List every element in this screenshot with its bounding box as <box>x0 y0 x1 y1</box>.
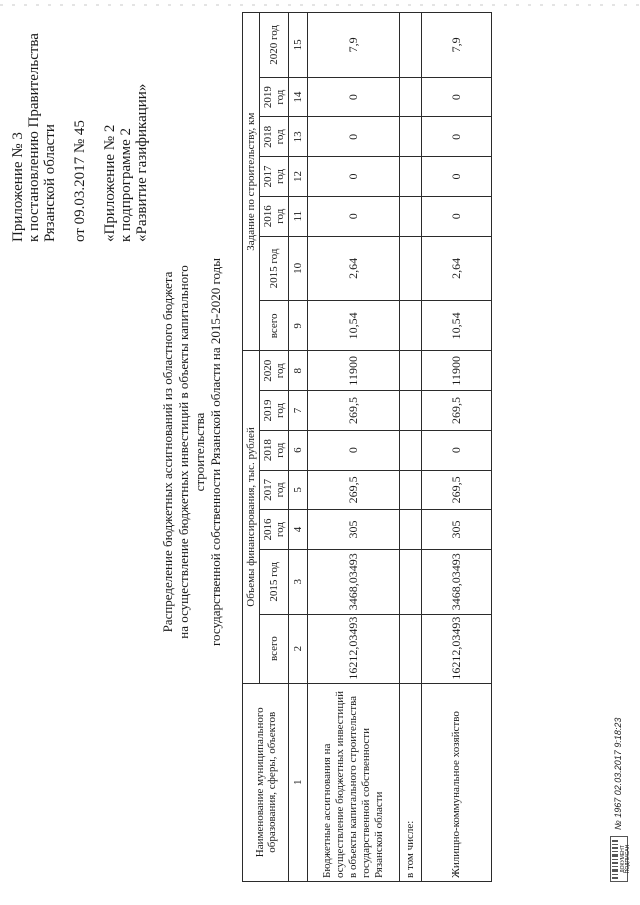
task-2019: 0 <box>422 77 492 117</box>
title-line: на осуществление бюджетных инвестиций в объекты капитального строительства <box>176 265 207 639</box>
appendix-block <box>10 17 150 242</box>
task-2020: 7,9 <box>422 13 492 78</box>
column-index: 13 <box>289 117 308 157</box>
task-2015 <box>400 236 422 301</box>
subheader-year: 2015 год <box>260 549 289 614</box>
subheader-year: 2020 год <box>260 351 289 391</box>
task-total: 10,54 <box>308 301 400 351</box>
scan-edge-marks <box>0 0 640 12</box>
appendix-line: Рязанской области <box>42 124 58 242</box>
task-2020: 7,9 <box>308 13 400 78</box>
column-index: 6 <box>289 430 308 470</box>
finance-total: 16212,03493 <box>422 614 492 683</box>
stamp-label: ДОКУМЕНТ ПОДПИСАН <box>620 844 631 874</box>
subheader-year: 2017 год <box>260 470 289 510</box>
column-index-row <box>289 13 308 882</box>
column-index: 7 <box>289 391 308 431</box>
task-2018: 0 <box>308 117 400 157</box>
subheader-total: всего <box>260 614 289 683</box>
document-title <box>160 242 224 662</box>
column-index: 9 <box>289 301 308 351</box>
task-2015: 2,64 <box>308 236 400 301</box>
finance-2016 <box>400 510 422 550</box>
row-name: Бюджетные ассигнования на осуществление бюджетных инвестиций в объекты капитального строительства государственной собственности Рязанской области <box>308 683 400 881</box>
registration-number: № 1967 02.03.2017 9:18:23 <box>613 717 623 830</box>
column-index: 5 <box>289 470 308 510</box>
task-2016: 0 <box>308 196 400 236</box>
stamp-barcode <box>611 837 619 881</box>
column-index: 15 <box>289 13 308 78</box>
finance-2015: 3468,03493 <box>308 549 400 614</box>
task-total: 10,54 <box>422 301 492 351</box>
subheader-year: 2018 год <box>260 430 289 470</box>
finance-2017: 269,5 <box>422 470 492 510</box>
subheader-year: 2017 год <box>260 157 289 197</box>
finance-2019 <box>400 391 422 431</box>
appendix-line: «Приложение № 2 <box>102 124 118 242</box>
appendix-line: к подпрограмме 2 <box>118 128 134 242</box>
finance-2018 <box>400 430 422 470</box>
header-row <box>243 13 260 882</box>
appendix-line: «Развитие газификации» <box>134 83 150 242</box>
finance-2018: 0 <box>308 430 400 470</box>
finance-2020: 11900 <box>308 351 400 391</box>
table-row <box>400 13 422 882</box>
finance-2020: 11900 <box>422 351 492 391</box>
finance-2015 <box>400 549 422 614</box>
column-index: 4 <box>289 510 308 550</box>
page-footer <box>610 282 631 882</box>
subheader-year: 2016 год <box>260 510 289 550</box>
finance-2016: 305 <box>422 510 492 550</box>
budget-table <box>242 12 492 882</box>
subheader-year: 2019 год <box>260 391 289 431</box>
task-2016 <box>400 196 422 236</box>
row-name: Жилищно-коммунальное хозяйство <box>422 683 492 881</box>
appendix-line: Приложение № 3 <box>10 132 26 242</box>
task-2016: 0 <box>422 196 492 236</box>
table-row <box>422 13 492 882</box>
column-index: 8 <box>289 351 308 391</box>
task-2019: 0 <box>308 77 400 117</box>
column-index: 3 <box>289 549 308 614</box>
title-line: Распределение бюджетных ассигнований из областного бюджета <box>160 271 175 633</box>
finance-2018: 0 <box>422 430 492 470</box>
appendix-line: к постановлению Правительства <box>26 33 42 242</box>
appendix-line: от 09.03.2017 № 45 <box>72 120 88 242</box>
subheader-year: 2015 год <box>260 236 289 301</box>
table-row <box>308 13 400 882</box>
finance-2016: 305 <box>308 510 400 550</box>
table-container <box>242 12 492 882</box>
column-header-task: Задание по строительству, км <box>243 13 260 351</box>
finance-total: 16212,03493 <box>308 614 400 683</box>
task-2018: 0 <box>422 117 492 157</box>
subheader-total: всего <box>260 301 289 351</box>
column-index: 1 <box>289 683 308 881</box>
title-line: государственной собственности Рязанской области на 2015-2020 годы <box>208 258 223 646</box>
finance-2019: 269,5 <box>308 391 400 431</box>
task-2017 <box>400 157 422 197</box>
subheader-year: 2016 год <box>260 196 289 236</box>
task-2018 <box>400 117 422 157</box>
finance-2019: 269,5 <box>422 391 492 431</box>
subheader-year: 2020 год <box>260 13 289 78</box>
column-index: 11 <box>289 196 308 236</box>
column-index: 14 <box>289 77 308 117</box>
subheader-year: 2019 год <box>260 77 289 117</box>
finance-2015: 3468,03493 <box>422 549 492 614</box>
task-2020 <box>400 13 422 78</box>
signature-stamp <box>610 836 631 882</box>
task-2015: 2,64 <box>422 236 492 301</box>
page-header <box>10 12 230 892</box>
task-total <box>400 301 422 351</box>
row-name: в том числе: <box>400 683 422 881</box>
column-index: 2 <box>289 614 308 683</box>
column-index: 10 <box>289 236 308 301</box>
finance-2020 <box>400 351 422 391</box>
column-header-finance: Объемы финансирования, тыс. рублей <box>243 351 260 683</box>
finance-total <box>400 614 422 683</box>
column-index: 12 <box>289 157 308 197</box>
subheader-year: 2018 год <box>260 117 289 157</box>
finance-2017 <box>400 470 422 510</box>
finance-2017: 269,5 <box>308 470 400 510</box>
task-2017: 0 <box>308 157 400 197</box>
task-2017: 0 <box>422 157 492 197</box>
column-header-name: Наименование муниципального образования, сферы, объектов <box>243 683 289 881</box>
task-2019 <box>400 77 422 117</box>
rotated-page <box>10 12 630 892</box>
